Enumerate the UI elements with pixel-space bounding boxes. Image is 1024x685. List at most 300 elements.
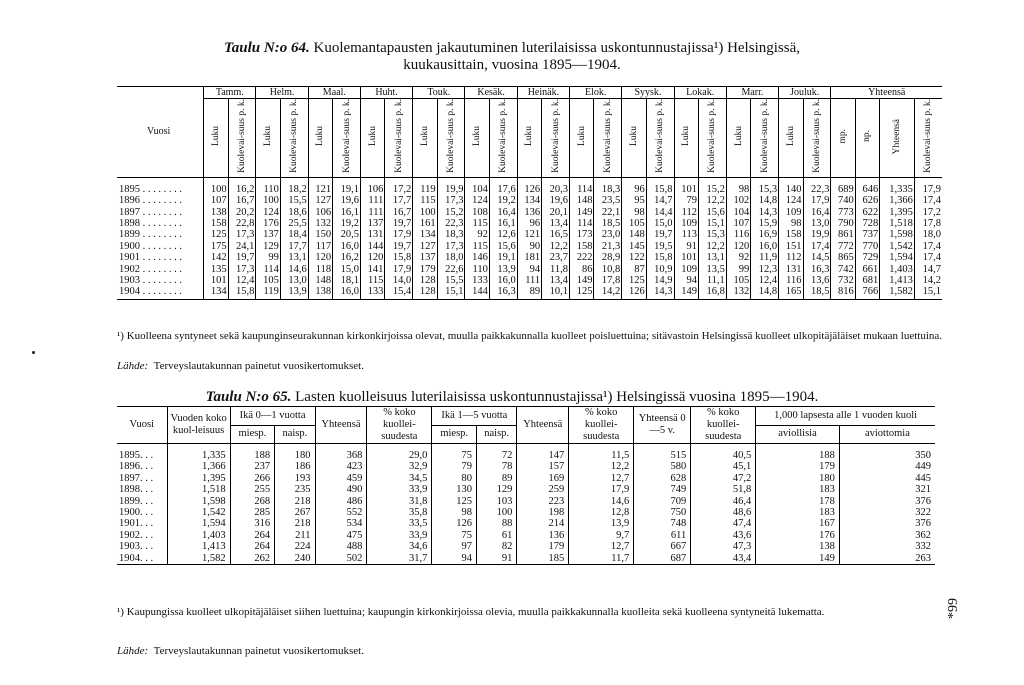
month-header: Tamm. (204, 87, 256, 99)
year-cell: 1901 . . . . . . . . (119, 252, 182, 264)
value-cell: 169 (517, 473, 569, 484)
value-cell: 120 (308, 252, 332, 263)
value-cell: 459 (315, 473, 367, 484)
value-cell: 126 (432, 518, 477, 529)
month-header: Marr. (726, 87, 778, 99)
subheader-cell (228, 99, 256, 177)
table-row (117, 207, 942, 218)
table-row (117, 195, 942, 206)
value-cell: 138 (204, 207, 228, 218)
value-cell: 94 (432, 553, 477, 565)
value-cell: 16,2 (333, 252, 361, 263)
h-total2: Yhteensä (517, 407, 569, 444)
value-cell: 13,1 (280, 252, 308, 263)
value-cell: 129 (476, 484, 516, 495)
value-cell: 82 (476, 541, 516, 552)
value-cell: 1,335 (880, 177, 915, 195)
value-cell: 740 (831, 195, 855, 206)
value-cell: 100 (413, 207, 437, 218)
value-cell: 19,9 (437, 177, 465, 195)
value-cell: 109 (674, 218, 698, 229)
table-row (117, 264, 942, 275)
value-cell: 17,2 (914, 207, 942, 218)
value-cell: 1,594 (167, 518, 230, 529)
value-cell: 18,5 (803, 286, 831, 299)
value-cell: 1,594 (880, 252, 915, 263)
value-cell: 107 (726, 218, 750, 229)
table64 (117, 86, 942, 300)
value-cell: 89 (517, 286, 541, 299)
year-cell: 1897 . . . . . . . . (119, 206, 182, 218)
value-cell: 185 (517, 553, 569, 565)
value-cell: 100 (256, 195, 280, 206)
value-cell: 105 (256, 275, 280, 286)
value-cell: 17,3 (228, 264, 256, 275)
value-cell: 255 (230, 484, 275, 495)
value-cell: 176 (256, 218, 280, 229)
value-cell: 46,4 (691, 496, 756, 507)
value-cell: 121 (308, 177, 332, 195)
value-cell: 17,3 (437, 195, 465, 206)
value-cell: 1,366 (880, 195, 915, 206)
table-row (117, 252, 942, 263)
value-cell: 16,5 (542, 229, 570, 240)
h-total05: Yhteensä 0—5 v. (634, 407, 691, 444)
value-cell: 91 (476, 553, 516, 565)
table64-source (117, 360, 943, 373)
table65-caption-label: Taulu N:o 65. (205, 389, 292, 405)
rate-subheader: Kuolevai-suus p. k. (602, 99, 613, 174)
value-cell: 149 (570, 207, 594, 218)
value-cell: 16,9 (751, 229, 779, 240)
value-cell: 350 (839, 444, 935, 462)
value-cell: 104 (465, 177, 489, 195)
value-cell: 18,2 (280, 177, 308, 195)
value-cell: 728 (855, 218, 879, 229)
value-cell: 98 (779, 218, 803, 229)
value-cell: 126 (517, 177, 541, 195)
value-cell: 33,9 (367, 530, 432, 541)
source-label-2: Lähde: (117, 645, 149, 657)
value-cell: 18,0 (914, 229, 942, 240)
value-cell: 112 (779, 252, 803, 263)
value-cell: 115 (413, 195, 437, 206)
value-cell: 141 (360, 264, 384, 275)
value-cell: 14,6 (280, 264, 308, 275)
value-cell: 316 (230, 518, 275, 529)
value-cell: 14,8 (751, 286, 779, 299)
value-cell: 628 (634, 473, 691, 484)
h-pct3: % koko kuollei-suudesta (691, 407, 756, 444)
value-cell: 1,403 (167, 530, 230, 541)
value-cell: 92 (726, 252, 750, 263)
value-cell: 132 (308, 218, 332, 229)
value-cell: 17,9 (385, 264, 413, 275)
value-cell: 94 (674, 275, 698, 286)
h-illegit: aviottomia (839, 425, 935, 444)
table65-caption (0, 389, 1024, 406)
value-cell: 321 (839, 484, 935, 495)
value-cell: 12,2 (698, 195, 726, 206)
value-cell: 158 (779, 229, 803, 240)
value-cell: 47,2 (691, 473, 756, 484)
value-cell: 15,2 (698, 177, 726, 195)
value-cell: 99 (256, 252, 280, 263)
value-cell: 502 (315, 553, 367, 565)
year-cell: 1901. . . (119, 518, 154, 530)
value-cell: 113 (674, 229, 698, 240)
subheader-cell (803, 99, 831, 177)
value-cell: 1,403 (880, 264, 915, 275)
subheader-cell (751, 99, 779, 177)
value-cell: 667 (634, 541, 691, 552)
subheader-cell (360, 99, 384, 177)
value-cell: 33,5 (367, 518, 432, 529)
value-cell: 750 (634, 507, 691, 518)
value-cell: 29,0 (367, 444, 432, 462)
value-cell: 19,7 (646, 229, 674, 240)
value-cell: 732 (831, 275, 855, 286)
value-cell: 92 (465, 229, 489, 240)
value-cell: 18,3 (437, 229, 465, 240)
table-row (117, 541, 935, 552)
value-cell: 10,9 (646, 264, 674, 275)
table-row (117, 473, 935, 484)
value-cell: 18,6 (280, 207, 308, 218)
table-row (117, 507, 935, 518)
subheader-cell (594, 99, 622, 177)
value-cell: 97 (432, 541, 477, 552)
value-cell: 110 (256, 177, 280, 195)
value-cell: 1,582 (880, 286, 915, 299)
subheader-cell (542, 99, 570, 177)
value-cell: 14,6 (569, 496, 634, 507)
value-cell: 17,4 (914, 241, 942, 252)
value-cell: 99 (726, 264, 750, 275)
count-subheader: Luku (472, 126, 483, 147)
value-cell: 148 (570, 195, 594, 206)
value-cell: 766 (855, 286, 879, 299)
value-cell: 13,5 (698, 264, 726, 275)
value-cell: 149 (674, 286, 698, 299)
value-cell: 100 (204, 177, 228, 195)
value-cell: 15,8 (646, 177, 674, 195)
value-cell: 102 (726, 195, 750, 206)
value-cell: 188 (756, 444, 840, 462)
value-cell: 15,6 (698, 207, 726, 218)
value-cell: 125 (204, 229, 228, 240)
value-cell: 749 (634, 484, 691, 495)
subheader-cell (570, 99, 594, 177)
value-cell: 61 (476, 530, 516, 541)
subheader-cell (622, 99, 646, 177)
subheader-cell (489, 99, 517, 177)
source-text-2: Terveyslautakunnan painetut vuosikertomukset. (153, 645, 364, 657)
value-cell: 150 (308, 229, 332, 240)
source-text: Terveyslautakunnan painetut vuosikertomukset. (153, 360, 364, 372)
total-subheader: Kuolevai-suus p. k. (923, 99, 934, 174)
value-cell: 111 (517, 275, 541, 286)
value-cell: 237 (230, 461, 275, 472)
value-cell: 22,1 (594, 207, 622, 218)
count-subheader: Luku (210, 126, 221, 147)
value-cell: 48,6 (691, 507, 756, 518)
value-cell: 285 (230, 507, 275, 518)
value-cell: 188 (230, 444, 275, 462)
table-row (117, 286, 942, 299)
rate-subheader: Kuolevai-suus p. k. (237, 99, 247, 174)
value-cell: 772 (831, 241, 855, 252)
year-header: Vuosi (117, 87, 204, 178)
value-cell: 129 (256, 241, 280, 252)
value-cell: 12,2 (569, 461, 634, 472)
value-cell: 515 (634, 444, 691, 462)
count-subheader: Luku (681, 126, 692, 147)
value-cell: 137 (413, 252, 437, 263)
table65-footnote: ¹) Kaupungissa kuolleet ulkopitäjäläiset siihen luettuina; kaupungin kirkonkirjoissa olevia, muulla paikkakunnalla kuolleita sekä kuolleena syntyneitä lukematta. (117, 606, 825, 618)
value-cell: 142 (204, 252, 228, 263)
value-cell: 376 (839, 518, 935, 529)
value-cell: 15,9 (751, 218, 779, 229)
value-cell: 43,6 (691, 530, 756, 541)
value-cell: 17,7 (385, 195, 413, 206)
subheader-cell (674, 99, 698, 177)
stray-dot (32, 351, 35, 354)
year-cell: 1904. . . (117, 553, 167, 565)
value-cell: 25,5 (280, 218, 308, 229)
month-header: Syysk. (622, 87, 674, 99)
total-header: Yhteensä (831, 87, 942, 99)
value-cell: 646 (855, 177, 879, 195)
value-cell: 262 (230, 553, 275, 565)
value-cell: 362 (839, 530, 935, 541)
value-cell: 12,3 (751, 264, 779, 275)
value-cell: 486 (315, 496, 367, 507)
value-cell: 240 (275, 553, 315, 565)
value-cell: 90 (517, 241, 541, 252)
value-cell: 20,2 (228, 207, 256, 218)
value-cell: 475 (315, 530, 367, 541)
value-cell: 1,582 (167, 553, 230, 565)
value-cell: 534 (315, 518, 367, 529)
value-cell: 1,518 (880, 218, 915, 229)
count-subheader: Luku (785, 126, 796, 147)
subheader-cell (333, 99, 361, 177)
value-cell: 490 (315, 484, 367, 495)
value-cell: 125 (432, 496, 477, 507)
value-cell: 267 (275, 507, 315, 518)
value-cell: 120 (726, 241, 750, 252)
value-cell: 17,6 (489, 177, 517, 195)
value-cell: 34,5 (367, 473, 432, 484)
value-cell: 11,8 (542, 264, 570, 275)
value-cell: 134 (413, 229, 437, 240)
value-cell: 16,3 (803, 264, 831, 275)
table-row (117, 229, 942, 240)
value-cell: 17,3 (228, 229, 256, 240)
value-cell: 167 (756, 518, 840, 529)
table-row (117, 218, 942, 229)
value-cell: 179 (517, 541, 569, 552)
rate-subheader: Kuolevai-suus p. k. (759, 99, 770, 174)
value-cell: 222 (570, 252, 594, 263)
table65-caption-text: Lasten kuolleisuus luterilaisissa uskontunnustajissa¹) Helsingissä vuosina 1895—1904. (295, 389, 819, 405)
value-cell: 179 (413, 264, 437, 275)
value-cell: 709 (634, 496, 691, 507)
value-cell: 19,6 (542, 195, 570, 206)
table64-caption-label: Taulu N:o 64. (224, 40, 310, 56)
month-header: Jouluk. (779, 87, 831, 99)
value-cell: 19,7 (228, 252, 256, 263)
value-cell: 332 (839, 541, 935, 552)
value-cell: 14,4 (646, 207, 674, 218)
value-cell: 15,0 (333, 264, 361, 275)
subheader-cell (256, 99, 280, 177)
rate-subheader: Kuolevai-suus p. k. (393, 99, 404, 174)
value-cell: 47,4 (691, 518, 756, 529)
value-cell: 87 (622, 264, 646, 275)
value-cell: 16,1 (489, 218, 517, 229)
value-cell: 119 (413, 177, 437, 195)
rate-subheader: Kuolevai-suus p. k. (341, 99, 352, 174)
year-cell: 1904 . . . . . . . . (117, 286, 204, 299)
value-cell: 146 (465, 252, 489, 263)
value-cell: 128 (413, 275, 437, 286)
value-cell: 14,0 (385, 275, 413, 286)
value-cell: 742 (831, 264, 855, 275)
value-cell: 13,0 (280, 275, 308, 286)
value-cell: 1,395 (167, 473, 230, 484)
value-cell: 86 (570, 264, 594, 275)
value-cell: 130 (432, 484, 477, 495)
year-cell: 1902. . . (119, 529, 154, 541)
year-cell: 1903. . . (119, 541, 154, 553)
month-header: Heinäk. (517, 87, 569, 99)
value-cell: 13,6 (803, 275, 831, 286)
value-cell: 28,9 (594, 252, 622, 263)
subheader-cell (413, 99, 437, 177)
value-cell: 116 (779, 275, 803, 286)
value-cell: 681 (855, 275, 879, 286)
value-cell: 13,9 (569, 518, 634, 529)
value-cell: 13,9 (489, 264, 517, 275)
value-cell: 79 (674, 195, 698, 206)
value-cell: 12,7 (569, 541, 634, 552)
value-cell: 1,335 (167, 444, 230, 462)
value-cell: 18,1 (333, 275, 361, 286)
value-cell: 110 (465, 264, 489, 275)
value-cell: 16,2 (228, 177, 256, 195)
value-cell: 17,2 (385, 177, 413, 195)
h-m: miesp. (230, 425, 275, 444)
value-cell: 140 (779, 177, 803, 195)
count-subheader: Luku (419, 126, 430, 147)
value-cell: 15,5 (437, 275, 465, 286)
value-cell: 23,7 (542, 252, 570, 263)
value-cell: 22,3 (437, 218, 465, 229)
source-label: Lähde: (117, 360, 149, 372)
month-header: Maal. (308, 87, 360, 99)
value-cell: 132 (726, 286, 750, 299)
value-cell: 134 (204, 286, 228, 299)
value-cell: 15,8 (385, 252, 413, 263)
value-cell: 19,1 (489, 252, 517, 263)
value-cell: 120 (360, 252, 384, 263)
total-subheader: Yhteensä (892, 118, 903, 155)
value-cell: 32,9 (367, 461, 432, 472)
value-cell: 20,5 (333, 229, 361, 240)
h-total: Yhteensä (315, 407, 367, 444)
value-cell: 133 (360, 286, 384, 299)
value-cell: 151 (779, 241, 803, 252)
value-cell: 15,1 (437, 286, 465, 299)
value-cell: 19,7 (385, 241, 413, 252)
value-cell: 89 (476, 473, 516, 484)
value-cell: 109 (779, 207, 803, 218)
table64-caption-text: Kuolemantapausten jakautuminen luterilaisissa uskontunnustajissa¹) Helsingissä, (313, 40, 800, 56)
value-cell: 138 (308, 286, 332, 299)
value-cell: 45,1 (691, 461, 756, 472)
value-cell: 134 (517, 195, 541, 206)
value-cell: 128 (413, 286, 437, 299)
subheader-cell (880, 99, 915, 177)
value-cell: 136 (517, 207, 541, 218)
value-cell: 14,2 (594, 286, 622, 299)
value-cell: 622 (855, 207, 879, 218)
value-cell: 1,598 (880, 229, 915, 240)
value-cell: 865 (831, 252, 855, 263)
value-cell: 119 (256, 286, 280, 299)
value-cell: 449 (839, 461, 935, 472)
h-births: Vuoden koko kuol-leisuus (167, 407, 230, 444)
total-subheader: np. (862, 130, 873, 143)
value-cell: 178 (756, 496, 840, 507)
value-cell: 10,8 (594, 264, 622, 275)
value-cell: 259 (517, 484, 569, 495)
value-cell: 687 (634, 553, 691, 565)
value-cell: 15,0 (646, 218, 674, 229)
value-cell: 161 (413, 218, 437, 229)
value-cell: 137 (256, 229, 280, 240)
table-row (117, 177, 942, 195)
value-cell: 15,1 (698, 218, 726, 229)
value-cell: 661 (855, 264, 879, 275)
value-cell: 131 (779, 264, 803, 275)
value-cell: 20,3 (542, 177, 570, 195)
value-cell: 748 (634, 518, 691, 529)
value-cell: 223 (517, 496, 569, 507)
value-cell: 148 (308, 275, 332, 286)
value-cell: 13,9 (280, 286, 308, 299)
year-cell: 1902 . . . . . . . . (119, 263, 182, 275)
count-subheader: Luku (263, 126, 274, 147)
value-cell: 16,0 (489, 275, 517, 286)
value-cell: 1,598 (167, 496, 230, 507)
value-cell: 20,1 (542, 207, 570, 218)
count-subheader: Luku (524, 126, 535, 147)
value-cell: 16,7 (385, 207, 413, 218)
value-cell: 158 (204, 218, 228, 229)
value-cell: 1,413 (167, 541, 230, 552)
count-subheader: Luku (367, 126, 378, 147)
value-cell: 14,3 (646, 286, 674, 299)
value-cell: 214 (517, 518, 569, 529)
rate-subheader: Kuolevai-suus p. k. (707, 99, 718, 174)
year-cell: 1899. . . (119, 495, 154, 507)
value-cell: 80 (432, 473, 477, 484)
value-cell: 1,413 (880, 275, 915, 286)
value-cell: 18,3 (594, 177, 622, 195)
